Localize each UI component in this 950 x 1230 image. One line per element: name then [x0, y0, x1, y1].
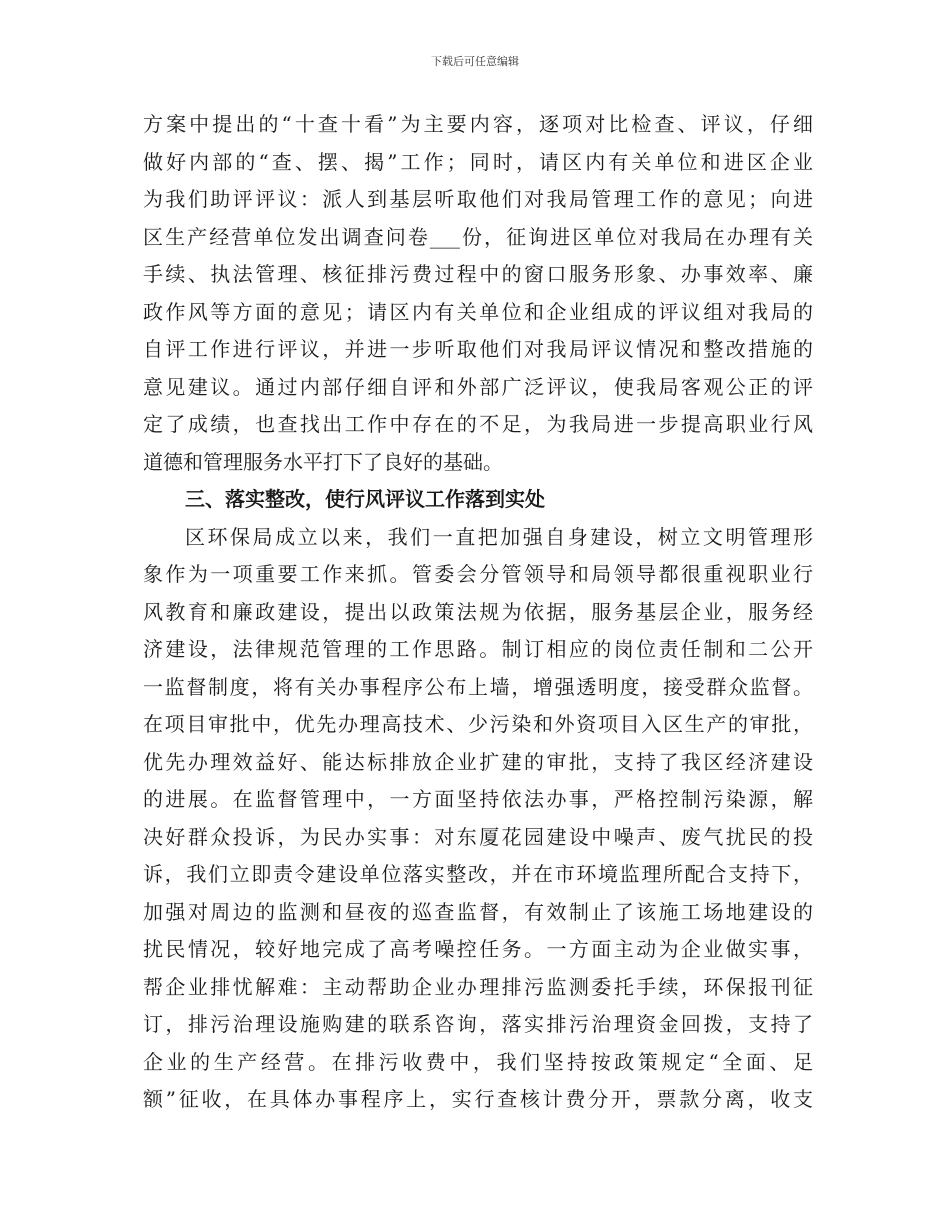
paragraph-line: 道德和管理服务水平打下了良好的基础。 [143, 449, 503, 474]
paragraph-line: 额”征收，在具体办事程序上，实行查核计费分开，票款分离，收支 [143, 1087, 813, 1111]
paragraph-line: 扰民情况，较好地完成了高考噪控任务。一方面主动为企业做实事， [143, 937, 813, 961]
paragraph-line: 政作风等方面的意见；请区内有关单位和企业组成的评议组对我局的 [143, 299, 813, 324]
paragraph-line: 区生产经营单位发出调查问卷___份，征询进区单位对我局在办理有关 [143, 224, 813, 249]
paragraph-line: 手续、执法管理、核征排污费过程中的窗口服务形象、办事效率、廉 [143, 262, 813, 286]
paragraph-line: 做好内部的“查、摆、揭”工作；同时，请区内有关单位和进区企业 [143, 149, 813, 174]
paragraph-line: 济建设，法律规范管理的工作思路。制订相应的岗位责任制和二公开 [143, 637, 813, 661]
document-body [143, 106, 813, 1119]
paragraph-line: 自评工作进行评议，并进一步听取他们对我局评议情况和整改措施的 [143, 337, 813, 361]
paragraph-line: 企业的生产经营。在排污收费中，我们坚持按政策规定“全面、足 [143, 1049, 813, 1074]
paragraph-line: 一监督制度，将有关办事程序公布上墙，增强透明度，接受群众监督。 [143, 674, 813, 699]
page-header: 下载后可任意编辑 [431, 55, 519, 68]
paragraph-line: 意见建议。通过内部仔细自评和外部广泛评议，使我局客观公正的评 [143, 374, 813, 399]
paragraph-line: 决好群众投诉，为民办实事：对东厦花园建设中噪声、废气扰民的投 [143, 824, 813, 849]
paragraph-line: 定了成绩，也查找出工作中存在的不足，为我局进一步提高职业行风 [143, 412, 813, 436]
paragraph-line: 加强对周边的监测和昼夜的巡查监督，有效制止了该施工场地建设的 [143, 899, 813, 924]
paragraph-line: 的进展。在监督管理中，一方面坚持依法办事，严格控制污染源，解 [143, 787, 813, 811]
section-heading: 三、落实整改，使行风评议工作落到实处 [185, 487, 545, 511]
paragraph-line: 方案中提出的“十查十看”为主要内容，逐项对比检查、评议，仔细 [143, 112, 813, 136]
paragraph-line: 为我们助评评议：派人到基层听取他们对我局管理工作的意见；向进 [143, 187, 813, 211]
paragraph-line: 象作为一项重要工作来抓。管委会分管领导和局领导都很重视职业行 [143, 562, 813, 586]
paragraph-line: 区环保局成立以来，我们一直把加强自身建设，树立文明管理形 [185, 524, 813, 549]
paragraph-line: 诉，我们立即责令建设单位落实整改，并在市环境监理所配合支持下， [143, 862, 813, 886]
paragraph-line: 订，排污治理设施购建的联系咨询，落实排污治理资金回拨，支持了 [143, 1012, 813, 1036]
paragraph-line: 帮企业排忧解难：主动帮助企业办理排污监测委托手续，环保报刊征 [143, 974, 813, 999]
paragraph-line: 优先办理效益好、能达标排放企业扩建的审批，支持了我区经济建设 [143, 749, 813, 774]
paragraph-line: 在项目审批中，优先办理高技术、少污染和外资项目入区生产的审批， [143, 712, 813, 736]
paragraph-line: 风教育和廉政建设，提出以政策法规为依据，服务基层企业，服务经 [143, 599, 813, 624]
